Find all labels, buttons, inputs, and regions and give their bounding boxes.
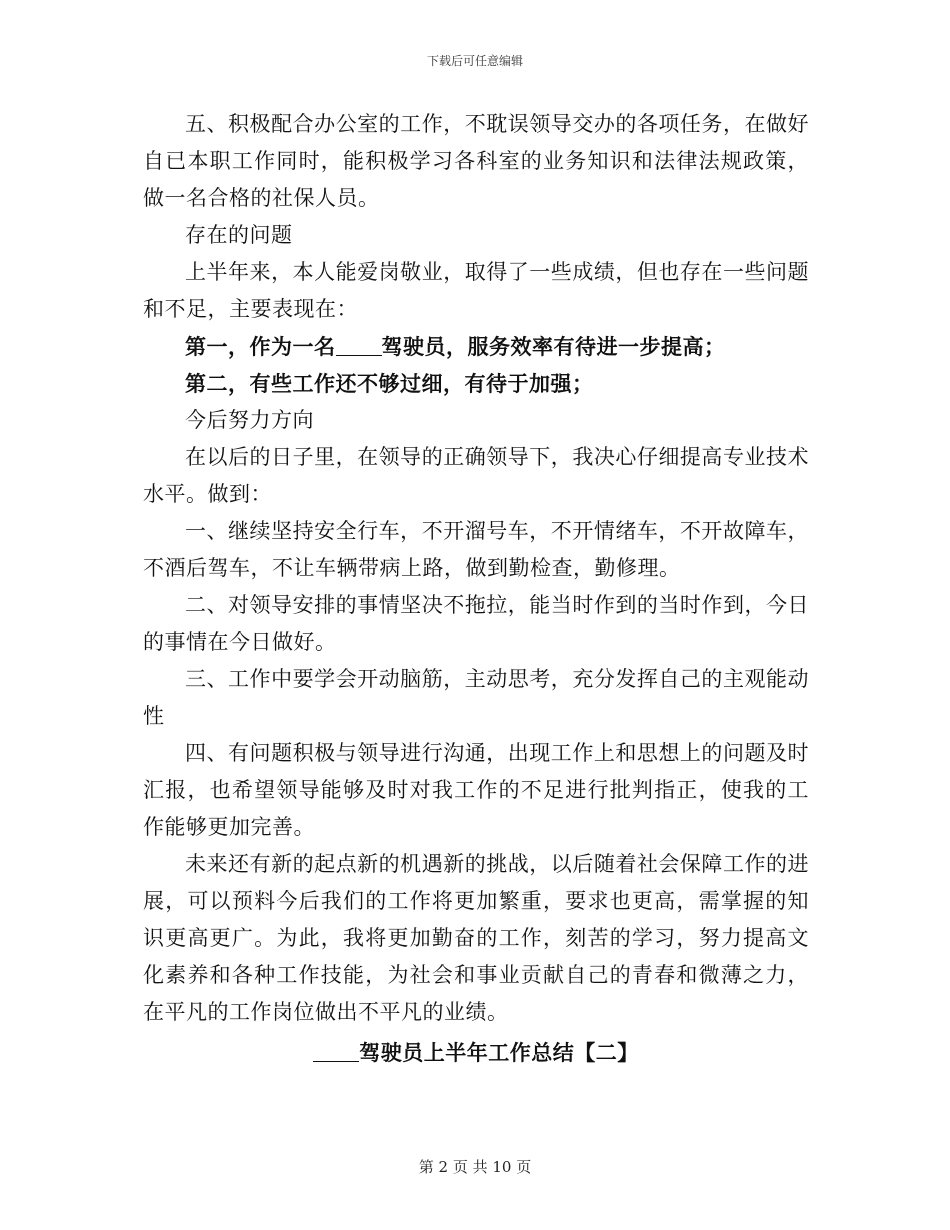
paragraph-goal-one: 一、继续坚持安全行车，不开溜号车，不开情绪车，不开故障车，不酒后驾车，不让车辆带病上路，做到勤检查，勤修理。 [143,519,809,580]
paragraph-goal-two: 二、对领导安排的事情坚决不拖拉，能当时作到的当时作到，今日的事情在今日做好。 [143,593,809,654]
paragraph-future-intro: 在以后的日子里，在领导的正确领导下，我决心仔细提高专业技术水平。做到： [143,445,809,506]
section-title [143,1033,809,1073]
paragraph-goal-four: 四、有问题积极与领导进行沟通，出现工作上和思想上的问题及时汇报，也希望领导能够及时对我工作的不足进行批判指正，使我的工作能够更加完善。 [143,741,809,839]
page-number: 第 2 页 共 10 页 [418,1158,532,1176]
section-title-text: 驾驶员上半年工作总结【二】 [359,1040,639,1065]
page-header: 下载后可任意编辑 [426,54,523,68]
heading-existing-problems: 存在的问题 [185,223,293,247]
paragraph-conclusion: 未来还有新的起点新的机遇新的挑战，以后随着社会保障工作的进展，可以预料今后我们的工作将更加繁重，要求也更高，需掌握的知识更高更广。为此，我将更加勤奋的工作，刻苦的学习，努力提高文化素养和各种工作技能，为社会和事业贡献自己的青春和微薄之力，在平凡的工作岗位做出不平凡的业绩。 [143,852,809,1024]
paragraph-problems-intro: 上半年来，本人能爱岗敬业，取得了一些成绩，但也存在一些问题和不足，主要表现在： [143,260,809,321]
paragraph-problem-first [143,328,809,365]
paragraph-goal-three: 三、工作中要学会开动脑筋，主动思考，充分发挥自己的主观能动性 [143,667,809,728]
problem-first-after: 驾驶员，服务效率有待进一步提高； [381,334,726,359]
title-blank [313,1041,359,1062]
fill-in-blank [336,335,382,356]
document-body [143,106,809,1073]
paragraph-problem-second: 第二，有些工作还不够过细，有待于加强； [185,371,594,396]
problem-first-before: 第一，作为一名 [185,334,336,359]
paragraph-item-five: 五、积极配合办公室的工作，不耽误领导交办的各项任务，在做好自已本职工作同时，能积极学习各科室的业务知识和法律法规政策，做一名合格的社保人员。 [143,112,809,210]
heading-future-direction: 今后努力方向 [185,408,314,432]
